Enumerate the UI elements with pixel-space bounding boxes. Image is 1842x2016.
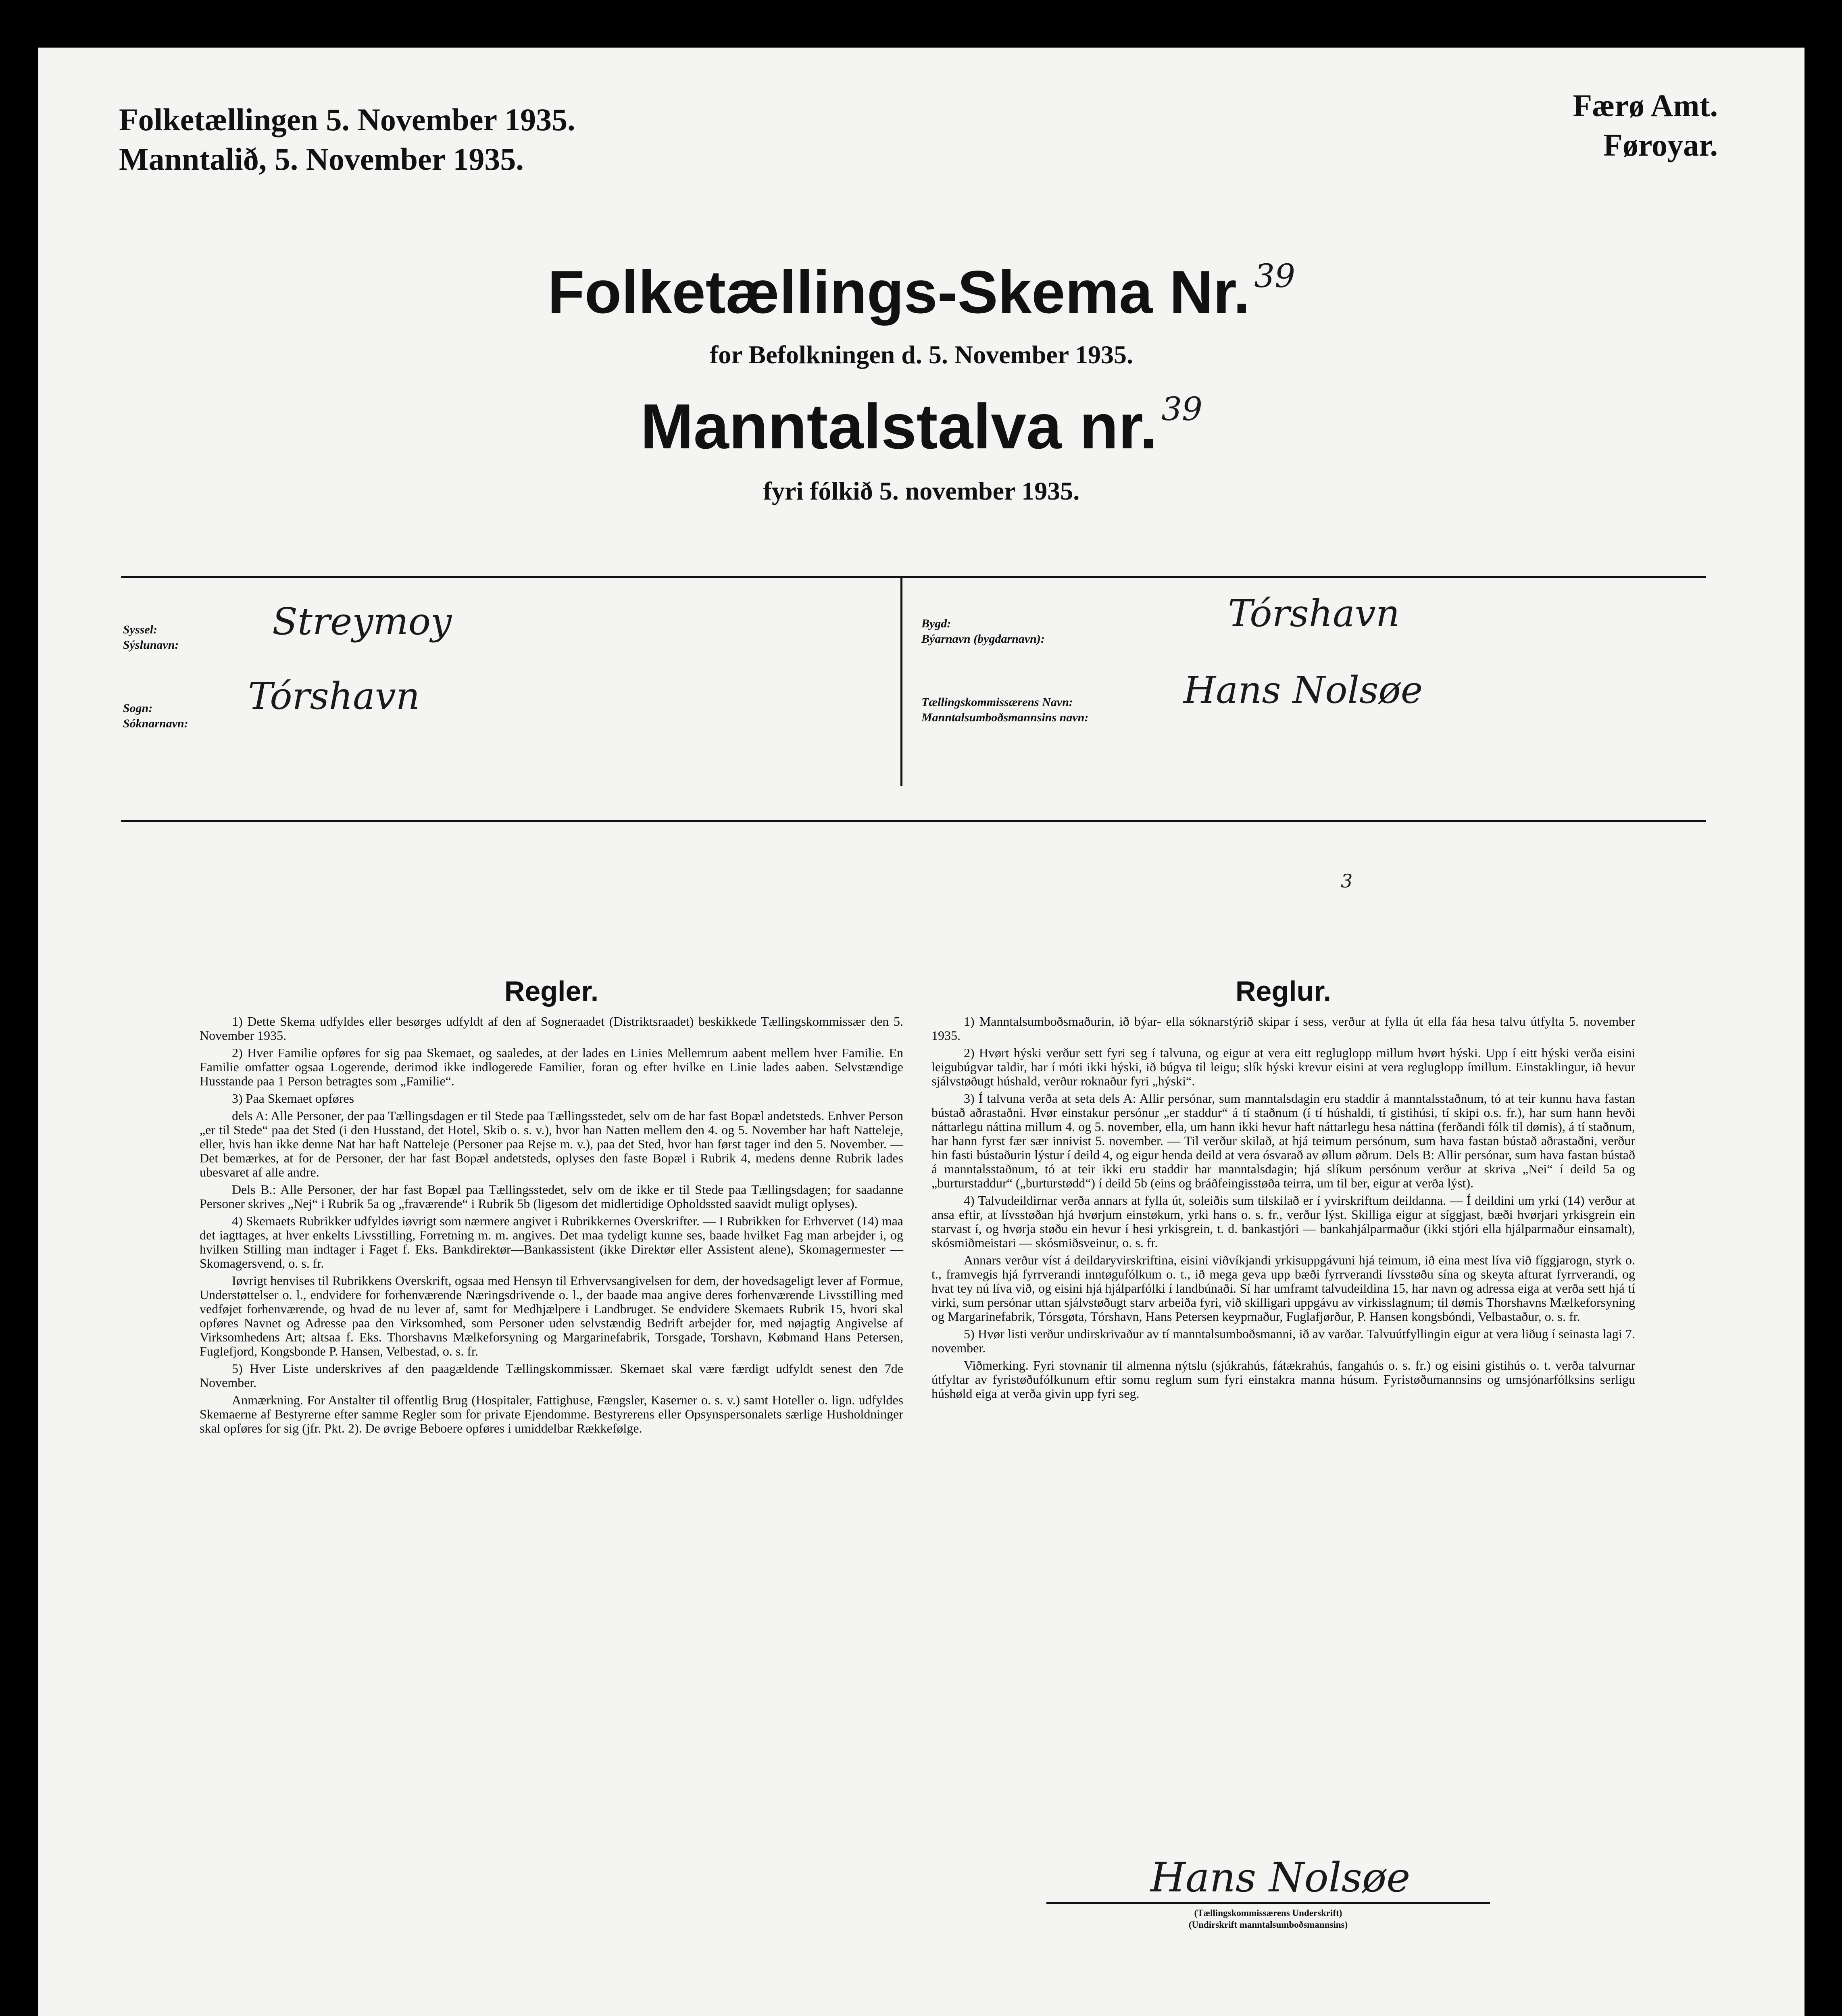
form-title-danish-number: 39 (1254, 257, 1295, 295)
form-subtitle-danish: for Befolkningen d. 5. November 1935. (709, 340, 1134, 369)
field-kommissaer-value: Hans Nolsøe (1184, 669, 1423, 712)
margin-mark: 3 (1341, 870, 1353, 892)
signature-block (1046, 1854, 1490, 1931)
form-title-danish (38, 257, 1804, 327)
field-box-top-rule (121, 576, 1706, 578)
rules-faroese-title: Reglur. (1235, 975, 1331, 1007)
rules-danish-paragraph: Anmærkning. For Anstalter til offentlig Brug (Hospitaler, Fattighuse, Fængsler, Kaserner o. s. v.) samt Hoteller o. lign. udfyldes Skemaerne af Bestyrerne efter samme Regler som for private Ejendomme. Bestyrerens eller Opsynspersonalets særlige Husholdninger skal opføres for sig (jfr. Pkt. 2). De øvrige Beboere opføres i umiddelbar Rækkefølge. (200, 1393, 903, 1435)
rules-danish (200, 975, 903, 1439)
rules-faroese-paragraph: 1) Manntalsumboðsmaðurin, ið býar- ella sóknarstýrið skipar í sess, verður at fylla út ella fáa hesa talvu útfylta 5. november 1935. (931, 1014, 1635, 1043)
rules-danish-paragraph: 1) Dette Skema udfyldes eller besørges udfyldt af den af Sogneraadet (Distriktsraadet) beskikkede Tællingskommissær den 5. November 1935. (200, 1014, 903, 1043)
rules-danish-paragraph: Dels B.: Alle Personer, der har fast Bopæl paa Tællingsstedet, selv om de ikke er til Stede paa Tællingsdagen; for saadanne Personer skrives „Nej“ i Rubrik 5a og „fraværende“ i Rubrik 5b (ligesom det midlertidige Opholdssted saavidt muligt oplyses). (200, 1182, 903, 1211)
header-left-line1: Folketællingen 5. November 1935. (119, 102, 575, 137)
field-bygd-value: Tórshavn (1228, 592, 1400, 635)
field-bygd-label-2: Býarnavn (bygdarnavn): (921, 632, 1045, 646)
rules-faroese-paragraph: 3) Í talvuna verða at seta dels A: Allir persónar, sum manntalsdagin eru staddir á manntalsstaðnum, tó at teir kunnu hava fastan bústað aðrastaðni. Hvør einstakur persónur „er staddur“ á tí staðnum (í tí húshaldi, tí gistihúsi, tí skipi o.s. fr.), har sum hann hevði náttarlegu náttina millum 4. og 5. november, ella, um hann ikki hevur haft náttarlegu hesa náttina (ferðandi fólk til dømis), á tí staðnum, har hann fyrst fær sær innivist 5. november. — Til verður skilað, at hjá teimum persónum, sum hava fastan bústað aðrastaðni, verður hin fasti bústaðurin lýstur í deild 4, og eigur henda deild at vera ósvarað av øllum øðrum. Dels B: Allir persónar, sum hava fastan bústað á manntalsstaðnum, tó at teir ikki eru staddir har manntalsdagin; hjá slíkum persónum verður at skriva „Nei“ í deild 5a og „burturstaddur“ („burturstødd“) í deild 5b (eins og bráðfeingisstøða teirra, um til ber, eigur at verða lýst). (931, 1091, 1635, 1190)
rules-faroese (931, 975, 1635, 1404)
header-left (119, 100, 575, 179)
signature-caption-faroese: (Undirskrift manntalsumboðsmannsins) (1188, 1920, 1348, 1930)
rules-faroese-paragraph: 2) Hvørt hýski verður sett fyri seg í talvuna, og eigur at vera eitt regluglopp millum hvørt hýski. Upp í eitt hýski verða eisini leigubúgvar taldir, har í móti ikki hýski, ið búgva til leigu; slík hýski krevur eisini at vera regluglopp ímillum. Einstaklingur, ið hevur sjálvstøðugt húshald, verður roknaður fyri „hýski“. (931, 1045, 1635, 1088)
signature-line (1046, 1902, 1490, 1904)
field-bygd-label (921, 616, 1045, 647)
field-box-bottom-rule (121, 820, 1706, 822)
rules-danish-paragraph: Iøvrigt henvises til Rubrikkens Overskrift, ogsaa med Hensyn til Erhvervsangivelsen for dem, der hovedsageligt lever af Formue, Understøttelser o. l., endvidere for forhenværende Næringsdrivende o. l., der baade maa angive deres forhenværende Livsstilling med vedføjet forhenværende, og hvad de nu lever af, samt for Medhjælpere i Landbruget. Se endvidere Skemaets Rubrik 15, hvori skal opføres Navnet og Adresse paa den Virksomhed, som Personer uden selvstændig Bedrift arbejder for, med nøjagtig Angivelse af Virksomhedens Art; altsaa f. Eks. Thorshavns Mælkeforsyning og Margarinefabrik, Torsgade, Torshavn, Købmand Hans Petersen, Fuglefjord, Kongsbonde P. Hansen, Velbestad, o. s. fr. (200, 1273, 903, 1358)
form-title-faroese (38, 390, 1804, 463)
field-sogn-label-2: Sóknarnavn: (123, 717, 188, 730)
form-subtitle-faroese: fyri fólkið 5. november 1935. (763, 477, 1080, 505)
rules-faroese-paragraph: Annars verður víst á deildaryvirskriftina, eisini viðvíkjandi yrkisuppgávuni hjá teimum, ið eina mest líva við fíggjarogn, styrk o. t., framvegis hjá fyrrverandi inntøgufólkum o. t., ið mega geva upp bæði fyrrverandi lívsstøðu sína og skeyta afturat fyrrverandi, og hvat tey nú líva við, og eisini hjá hjálparfólki í landbúnaði. Sí har umframt talvudeildina 15, har navn og adressa eiga at verða sett hjá tí virki, sum persónar uttan sjálvstøðugt starv arbeiða fyri, við skilligari uppgávu av virkisslagnum; til dømis Thorshavns Mælkeforsyning og Margarinefabrik, Tórsgøta, Tórshavn, Hans Petersen keypmaður, Fuglafjørður, P. Hansen kongsbóndi, Velbastaður, o. s. fr. (931, 1253, 1635, 1324)
field-syssel-value: Streymoy (272, 600, 452, 643)
header-right-line1: Færø Amt. (1573, 88, 1718, 123)
signature-caption-danish: (Tællingskommissærens Underskrift) (1194, 1908, 1342, 1918)
form-title-faroese-number: 39 (1161, 390, 1202, 428)
field-sogn-label-1: Sogn: (123, 702, 153, 715)
field-sogn-value: Tórshavn (248, 675, 420, 718)
field-bygd-label-1: Bygd: (921, 617, 951, 630)
rules-danish-paragraph: 2) Hver Familie opføres for sig paa Skemaet, og saaledes, at der lades en Linies Mellemrum aabent mellem hver Familie. En Familie omfatter ogsaa Logerende, derimod ikke indlogerede Familier, foran og efter hvilke en Linie lades aaben. Selvstændige Husstande paa 1 Person betragtes som „Familie“. (200, 1045, 903, 1088)
census-form-page (38, 48, 1804, 2016)
rules-danish-title: Regler. (504, 975, 599, 1007)
field-sogn-label (123, 701, 188, 731)
field-kommissaer-label (921, 695, 1088, 725)
header-right-line2: Føroyar. (1603, 127, 1718, 162)
field-syssel-label (123, 622, 179, 653)
rules-faroese-paragraph: 4) Talvudeildirnar verða annars at fylla út, soleiðis sum tilskilað er í yvirskriftum deildanna. — Í deildini um yrki (14) verður at ansa eftir, at lívsstøðan hjá hvørjum einstøkum, yrki hans o. s. fr., verður lýst. Skilliga eigur at síggjast, bæði hvørjari yrkisgrein ein starvast í, og hvørja støðu ein hevur í hesi yrkisgrein, t. d. bankastjóri — bankahjálparmaður (ikki stjóri ella hjálparmaður einsamalt), skósmiðmeistari — skósmiðsveinur, o. s. fr. (931, 1193, 1635, 1250)
rules-danish-paragraph: dels A: Alle Personer, der paa Tællingsdagen er til Stede paa Tællingsstedet, selv om de har fast Bopæl andetsteds. Enhver Person „er til Stede“ paa det Sted (i den Husstand, det Hotel, Skib o. s. v.), hvor han Natten mellem den 4. og 5. November har haft Natteleje, eller, hvis han ikke denne Nat har haft Natteleje (Personer paa Rejse m. v.), paa det Sted, hvor han først tager ind den 5. November. — Det bemærkes, at for de Personer, der har fast Bopæl andetsteds, oplyses den faste Bopæl i Rubrik 4, medens denne Rubrik lades ubesvaret af alle andre. (200, 1108, 903, 1179)
rules-faroese-paragraph: Viðmerking. Fyri stovnanir til almenna nýtslu (sjúkrahús, fátækrahús, fangahús o. s. fr.) og eisini gistihús o. t. verða talvurnar útfyltar av fyristøðufólkunum eftir somu reglum sum fyri einstakra manna húsum. Fyristøðumannsins og umsjónarfólksins serligu húshøld eiga at verða givin upp fyri seg. (931, 1358, 1635, 1401)
rules-faroese-paragraph: 5) Hvør listi verður undirskrivaður av tí manntalsumboðsmanni, ið av varðar. Talvuútfyllingin eigur at vera liðug í seinasta lagi 7. november. (931, 1327, 1635, 1355)
header-right (1573, 86, 1718, 165)
rules-danish-paragraph: 5) Hver Liste underskrives af den paagældende Tællingskommissær. Skemaet skal være færdigt udfyldt senest den 7de November. (200, 1361, 903, 1390)
rules-danish-paragraph: 3) Paa Skemaet opføres (232, 1091, 354, 1106)
field-kommissaer-label-2: Manntalsumboðsmannsins navn: (921, 711, 1089, 724)
field-syssel-label-2: Sýslunavn: (123, 638, 179, 652)
form-title-faroese-text: Manntalstalva nr. (640, 391, 1158, 462)
signature-handwritten: Hans Nolsøe (1150, 1854, 1411, 1901)
field-syssel-label-1: Syssel: (123, 623, 157, 636)
field-kommissaer-label-1: Tællingskommissærens Navn: (921, 696, 1073, 709)
field-box-divider (900, 578, 902, 786)
rules-danish-paragraph: 4) Skemaets Rubrikker udfyldes iøvrigt som nærmere angivet i Rubrikkernes Overskrifter. — I Rubrikken for Erhvervet (14) maa det iagttages, at hver enkelts Livsstilling, Forretning m. m. angives. Det maa tydeligt kunne ses, baade hvilket Fag man arbejder i, og hvilken Stilling man indtager i Faget f. Eks. Bankdirektør—Bankassistent (ikke Direktør eller Assistent alene), Skomagermester — Skomagersvend, o. s. fr. (200, 1214, 903, 1270)
header-left-line2: Manntalið, 5. November 1935. (119, 141, 524, 177)
form-title-danish-text: Folketællings-Skema Nr. (547, 258, 1250, 326)
